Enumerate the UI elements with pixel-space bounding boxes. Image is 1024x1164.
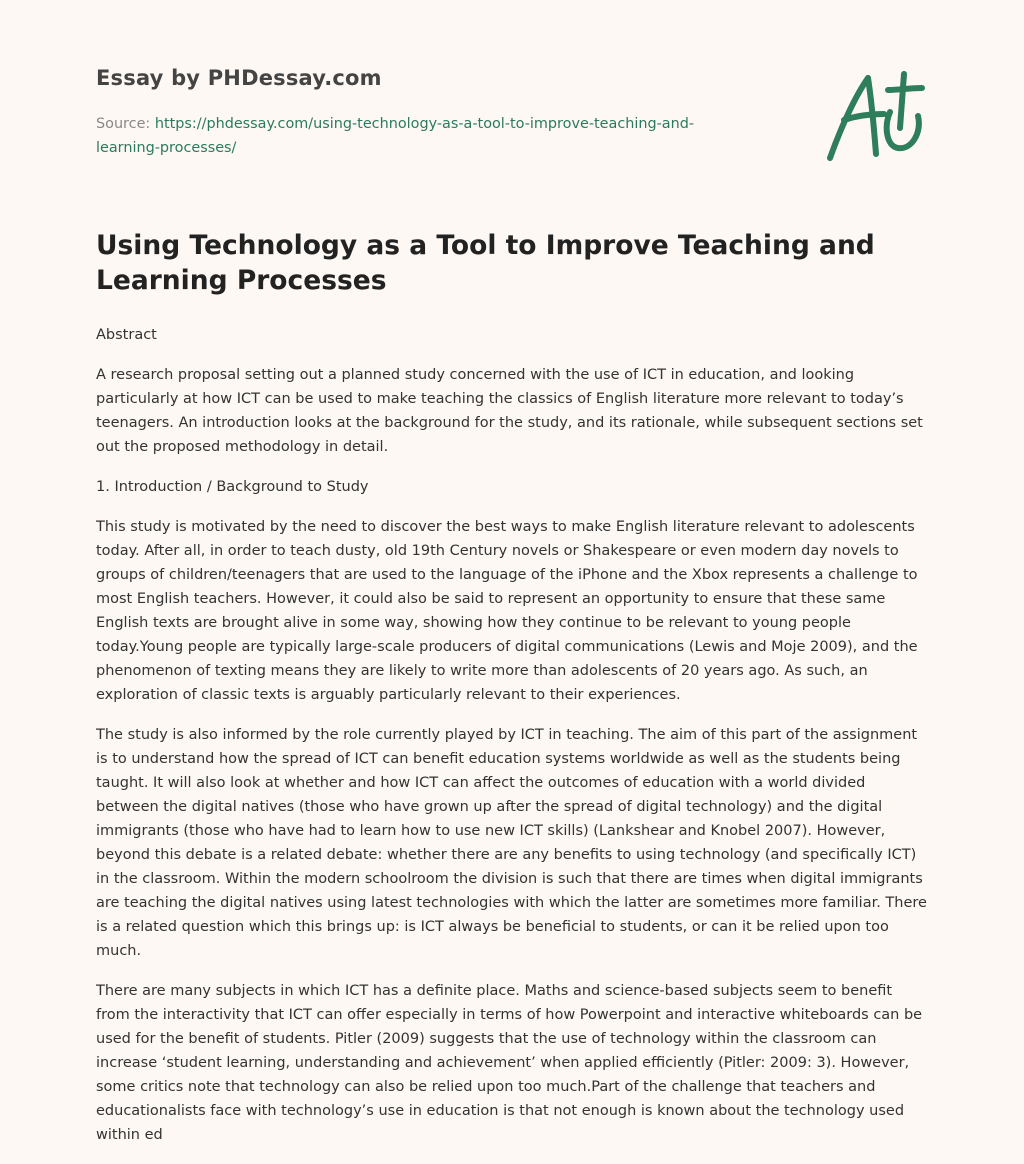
section-heading-abstract: Abstract [96,327,157,343]
site-brand: Essay by PHDessay.com [96,66,382,90]
paragraph: There are many subjects in which ICT has a definite place. Maths and science-based subjects seem to benefit from the interactivity that ICT can offer especially in terms of how Powerpoint and interactive whiteboards can be used for the benefit of students. Pitler (2009) suggests that the use of technology within the classroom can increase ‘student learning, understanding and achievement’ when applied efficiently (Pitler: 2009: 3). However, some critics note that technology can also be relied upon too much.Part of the challenge that teachers and educationalists face with technology’s use in education is that not enough is known about the technology used within ed [96,983,923,1143]
source-link[interactable]: https://phdessay.com/using-technology-as-a-tool-to-improve-teaching-and-learning-processes/ [96,116,695,156]
source-line [96,112,756,160]
essay-title: Using Technology as a Tool to Improve Teaching and Learning Processes [96,230,875,296]
section-heading-introduction: 1. Introduction / Background to Study [96,479,369,495]
paragraph: This study is motivated by the need to discover the best ways to make English literature relevant to adolescents today. After all, in order to teach dusty, old 19th Century novels or Shakespeare or even modern day novels to groups of children/teenagers that are used to the language of the iPhone and the Xbox represents a challenge to most English teachers. However, it could also be said to represent an opportunity to ensure that these same English texts are brought alive in some way, showing how they continue to be relevant to young people today.Young people are typically large-scale producers of digital communications (Lewis and Moje 2009), and the phenomenon of texting means they are likely to write more than adolescents of 20 years ago. As such, an exploration of classic texts is arguably particularly relevant to their experiences. [96,519,918,703]
a-plus-logo-icon [826,68,930,164]
essay-body [96,323,928,1163]
paragraph: The study is also informed by the role currently played by ICT in teaching. The aim of this part of the assignment is to understand how the spread of ICT can benefit education systems worldwide as well as the students being taught. It will also look at whether and how ICT can affect the outcomes of education with a world divided between the digital natives (those who have grown up after the spread of digital technology) and the digital immigrants (those who have had to learn how to use new ICT skills) (Lankshear and Knobel 2007). However, beyond this debate is a related debate: whether there are any benefits to using technology (and specifically ICT) in the classroom. Within the modern schoolroom the division is such that there are times when digital immigrants are teaching the digital natives using latest technologies with which the latter are sometimes more familiar. There is a related question which this brings up: is ICT always be beneficial to students, or can it be relied upon too much. [96,727,927,959]
source-label: Source: [96,116,155,132]
paragraph: A research proposal setting out a planned study concerned with the use of ICT in education, and looking particularly at how ICT can be used to make teaching the classics of English literature more relevant to today’s teenagers. An introduction looks at the background for the study, and its rationale, while subsequent sections set out the proposed methodology in detail. [96,367,923,455]
